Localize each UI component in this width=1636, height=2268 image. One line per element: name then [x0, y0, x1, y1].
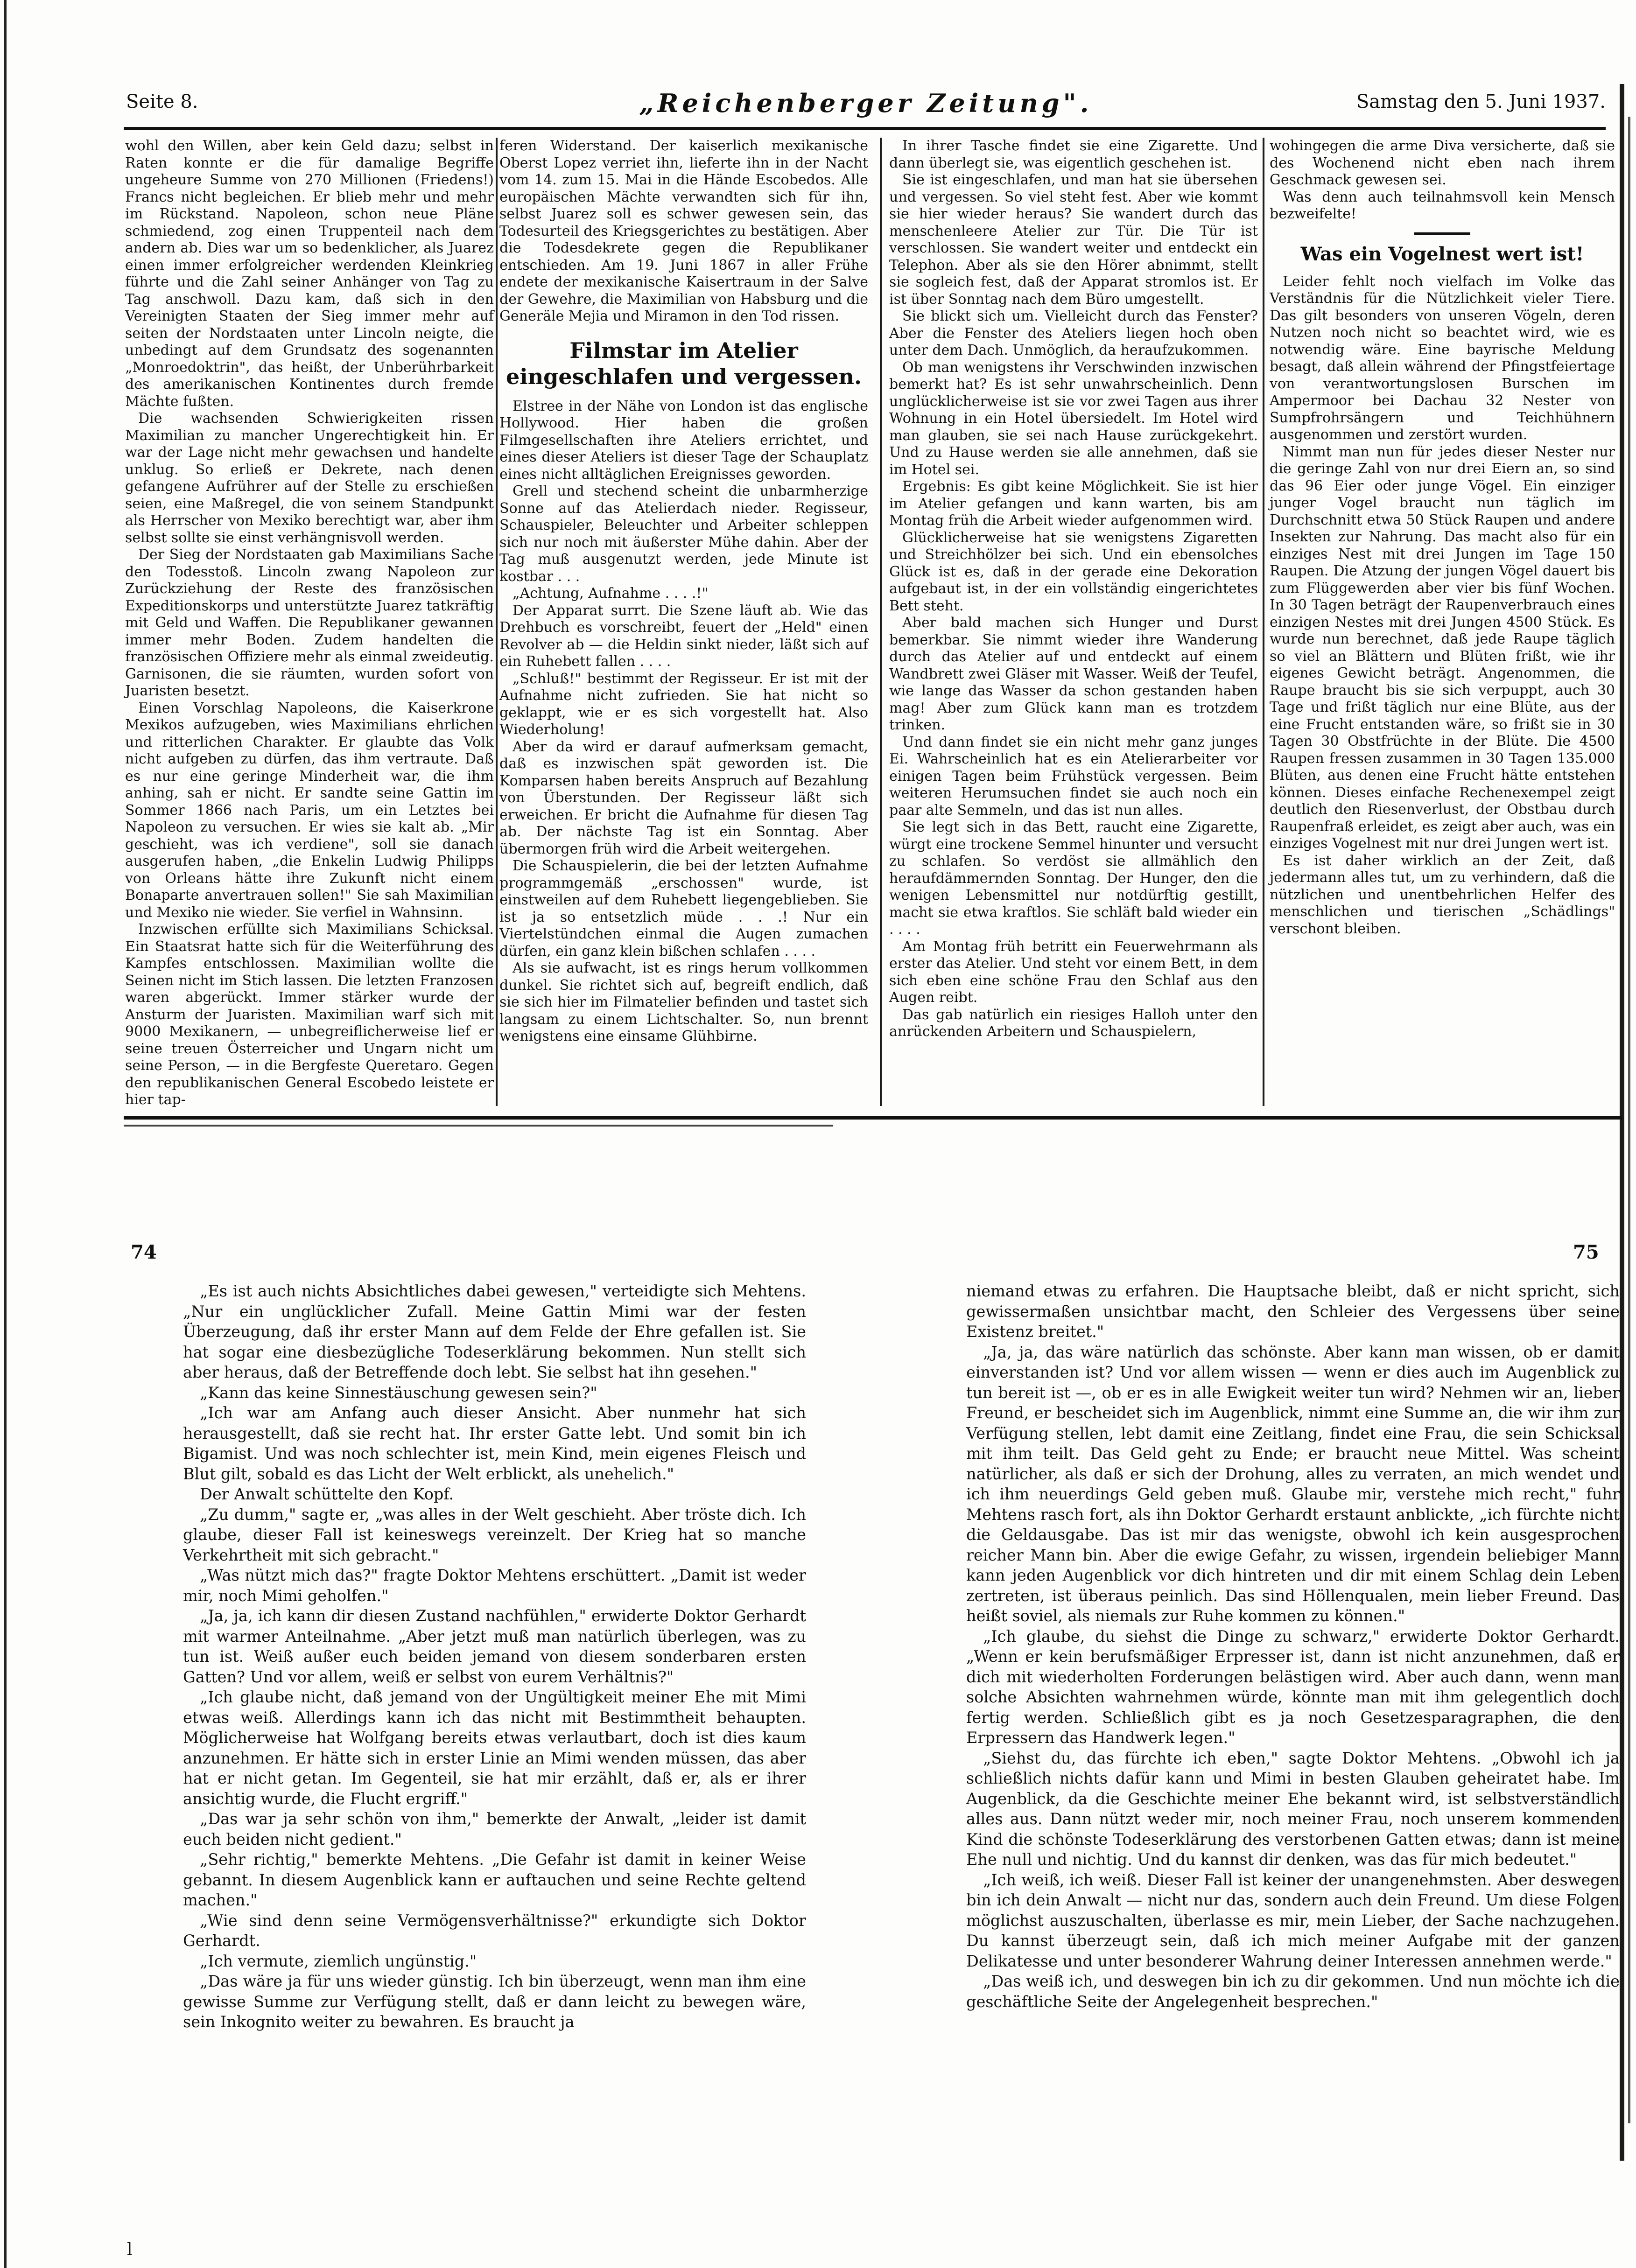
corner-mark: l: [127, 2240, 133, 2259]
paragraph: „Was nützt mich das?" fragte Doktor Mehtens erschüttert. „Damit ist weder mir, noch Mimi geholfen.": [183, 1566, 806, 1605]
paragraph: „Ich glaube nicht, daß jemand von der Ungültigkeit meiner Ehe mit Mimi etwas weiß. Allerdings kann ich das nicht mit Bestimmtheit behaupten. Möglicherweise hat Wolfgang bereits etwas verlautbart, doch ist dies kaum anzunehmen. Er hätte sich in erster Linie an Mimi wenden müssen, das aber hat er nicht getan. Im Gegenteil, sie hat mir erzählt, daß er, als er ihrer ansichtig wurde, die Flucht ergriff.": [183, 1688, 806, 1808]
paragraph: Aber bald machen sich Hunger und Durst bemerkbar. Sie nimmt wieder ihre Wanderung durch das Atelier auf und entdeckt auf einem Wandbrett zwei Gläser mit Wasser. Weiß der Teufel, wie lange das Wasser da schon gestanden haben mag! Aber zum Glück kann man es trotzdem trinken.: [889, 615, 1258, 733]
article-headline-vogelnest: Was ein Vogelnest wert ist!: [1300, 243, 1584, 265]
paragraph: Inzwischen erfüllte sich Maximilians Schicksal. Ein Staatsrat hatte sich für die Weiterführung des Kampfes entschlossen. Maximilian wollte die Seinen nicht im Stich lassen. Die letzten Franzosen waren abgerückt. Immer stärker wurde der Ansturm der Juaristen. Maximilian warf sich mit 9000 Mexikanern, — unbegreiflicherweise lief er seine treuen Österreicher und Ungarn nicht um seine Person, — in die Bergfeste Queretaro. Gegen den republikanischen General Escobedo leistete er hier tap-: [125, 921, 494, 1108]
paragraph: Am Montag früh betritt ein Feuerwehrmann als erster das Atelier. Und steht vor einem Bett, in dem sich eben eine schöne Frau den Schlaf aus den Augen reibt.: [889, 938, 1258, 1006]
paragraph: Ob man wenigstens ihr Verschwinden inzwischen bemerkt hat? Es ist sehr unwahrscheinlich. Denn unglücklicherweise ist sie vor zwei Tagen aus ihrer Wohnung in ein Hotel übersiedelt. Im Hotel wird man glauben, sie sei nach Hause zurückgekehrt. Und zu Hause werden sie alle annehmen, daß sie im Hotel sei.: [889, 359, 1258, 478]
newspaper-bottom-rule-secondary: [124, 1125, 833, 1127]
paragraph: „Schluß!" bestimmt der Regisseur. Er ist mit der Aufnahme nicht zufrieden. Sie hat nicht so geklappt, wie er es sich vorgestellt hat. Also Wiederholung!: [499, 670, 868, 738]
column-rule: [1263, 138, 1264, 1106]
paragraph: niemand etwas zu erfahren. Die Hauptsache bleibt, daß er nicht spricht, sich gewissermaßen unsichtbar macht, den Schleier des Vergessens über seine Existenz breitet.": [966, 1282, 1620, 1341]
paragraph: Die Schauspielerin, die bei der letzten Aufnahme programmgemäß „erschossen" wurde, ist einstweilen auf dem Ruhebett liegengeblieben. Sie ist ja so entsetzlich müde . . .! Nur ein Viertelstündchen einmal die Augen zumachen dürfen, ein ganz klein bißchen schlafen . . . .: [499, 858, 868, 959]
paragraph: „Es ist auch nichts Absichtliches dabei gewesen," verteidigte sich Mehtens. „Nur ein unglücklicher Zufall. Meine Gattin Mimi war der festen Überzeugung, daß ihr erster Mann auf dem Felde der Ehre gefallen ist. Sie hat sogar eine diesbezügliche Todeserklärung bekommen. Nun stellt sich aber heraus, daß der Betreffende doch lebt. Sie selbst hat ihn gesehen.": [183, 1282, 806, 1381]
header-rule: [124, 127, 1606, 130]
paragraph: „Das weiß ich, und deswegen bin ich zu dir gekommen. Und nun möchte ich die geschäftliche Seite der Angelegenheit besprechen.": [966, 1972, 1620, 2011]
page-number-right: 75: [1573, 1241, 1599, 1263]
paragraph: „Kann das keine Sinnestäuschung gewesen sein?": [200, 1383, 597, 1402]
paragraph: „Sehr richtig," bemerkte Mehtens. „Die Gefahr ist damit in keiner Weise gebannt. In diesem Augenblick kann er auftauchen und seine Rechte geltend machen.": [183, 1850, 806, 1909]
paragraph: Leider fehlt noch vielfach im Volke das Verständnis für die Nützlichkeit vieler Tiere. Das gilt besonders von unseren Vögeln, deren Nutzen noch nicht so beachtet wird, wie es notwendig wäre. Eine bayrische Meldung besagt, daß allein während der Pfingstfeiertage von verantwortungslosen Burschen im Ampermoor bei Dachau 32 Nester von Sumpfrohrsängern und Teichhühnern ausgenommen und zerstört wurden.: [1270, 273, 1615, 443]
paragraph: Einen Vorschlag Napoleons, die Kaiserkrone Mexikos aufzugeben, wies Maximilians ehrlichen und ritterlichen Charakter. Er glaubte das Volk nicht aufgeben zu dürfen, das ihm vertraute. Daß es nur eine geringe Minderheit war, die ihm anhing, sah er nicht. Er sandte seine Gattin im Sommer 1866 nach Paris, um ein Letztes bei Napoleon zu versuchen. Er wies sie kalt ab. „Mir geschieht, was ich verdiene", soll sie danach ausgerufen haben, „die Enkelin Ludwig Philipps von Orleans hätte ihre Zukunft nicht einem Bonaparte anvertrauen sollen!" Sie sah Maximilian und Mexiko nie wieder. Sie verfiel in Wahnsinn.: [125, 700, 494, 921]
newspaper-column-2: [499, 138, 868, 1099]
paragraph: wohl den Willen, aber kein Geld dazu; selbst in Raten konnte er die für damalige Begriffe ungeheure Summe von 270 Millionen (Friedens!) Francs nicht begleichen. Er blieb mehr und mehr im Rückstand. Napoleon, schon neue Pläne schmiedend, zog einen Truppenteil nach dem andern ab. Dies war um so bedenklicher, als Juarez einen immer erfolgreicher werdenden Kleinkrieg führte und die Zahl seiner Anhänger von Tag zu Tag anschwoll. Dazu kam, daß sich in den Vereinigten Staaten der Sieg immer mehr auf seiten der Nordstaaten unter Lincoln neigte, die unbedingt auf dem Grundsatz des sogenannten „Monroedoktrin", das heißt, der Unberührbarkeit des amerikanischen Kontinentes durch fremde Mächte fußten.: [125, 138, 494, 410]
paragraph: „Ich vermute, ziemlich ungünstig.": [200, 1952, 477, 1970]
paragraph: Der Apparat surrt. Die Szene läuft ab. Wie das Drehbuch es vorschreibt, feuert der „Held" einen Revolver ab — die Heldin sinkt nieder, läßt sich auf ein Ruhebett fallen . . . .: [499, 602, 868, 670]
paragraph: „Das war ja sehr schön von ihm," bemerkte der Anwalt, „leider ist damit euch beiden nicht gedient.": [183, 1810, 806, 1848]
newspaper-column-3: [889, 138, 1258, 1099]
paragraph: Nimmt man nun für jedes dieser Nester nur die geringe Zahl von nur drei Eiern an, so sind das 96 Eier oder junge Vögel. Ein einziger junger Vogel braucht nun täglich im Durchschnitt etwa 50 Stück Raupen und andere Insekten zur Nahrung. Das macht also für ein einziges Nest mit drei Jungen im Tage 150 Raupen. Die Atzung der jungen Vögel dauert bis zum Flüggewerden aber vier bis fünf Wochen. In 30 Tagen beträgt der Raupenverbrauch eines einzigen Nestes mit drei Jungen 4500 Stück. Es wurde nun berechnet, daß jede Raupe täglich so viel an Blättern und Blüten frißt, wie ihr eigenes Gewicht beträgt. Angenommen, die Raupe braucht bis sie sich verpuppt, auch 30 Tage und frißt täglich nur eine Blüte, aus der eine Frucht entstanden wäre, so frißt sie in 30 Tagen 30 Obstfrüchte in der Blüte. Die 4500 Raupen fressen zusammen in 30 Tagen 135.000 Blüten, aus denen eine Frucht hätte entstehen können. Dieses einfache Rechenexempel zeigt deutlich den Riesenverlust, der Obstbau durch Raupenfraß erleidet, es zeigt aber auch, was ein einziges Vogelnest mit nur drei Jungen wert ist.: [1270, 443, 1615, 852]
column-rule: [880, 138, 882, 1106]
paragraph: „Ich weiß, ich weiß. Dieser Fall ist keiner der unangenehmsten. Aber deswegen bin ich dein Anwalt — nicht nur das, sondern auch dein Freund. Um diese Folgen möglichst auszuschalten, überlasse es mir, mein Lieber, der Sache nachzugehen. Du kannst überzeugt sein, daß ich mich meiner Aufgabe mit der ganzen Delikatesse und unter besonderer Wahrung deiner Interessen annehmen werde.": [966, 1870, 1620, 1970]
article-separator: [1414, 232, 1470, 235]
article-headline-filmstar: Filmstar im Atelier eingeschlafen und vergessen.: [506, 337, 862, 389]
scan-edge-right: [1620, 84, 1624, 2161]
paragraph: Als sie aufwacht, ist es rings herum vollkommen dunkel. Sie richtet sich auf, begreift endlich, daß sie sich hier im Filmatelier befinden und tastet sich langsam zu einem Lichtschalter. So, nun brennt wenigstens eine einsame Glühbirne.: [499, 960, 868, 1044]
newspaper-header: [126, 88, 1606, 124]
issue-date: Samstag den 5. Juni 1937.: [1356, 91, 1606, 112]
paragraph: „Ich glaube, du siehst die Dinge zu schwarz," erwiderte Doktor Gerhardt. „Wenn er kein berufsmäßiger Erpresser ist, dann ist nicht anzunehmen, daß er dich mit wiederholten Forderungen belästigen wird. Aber auch dann, wenn man solche Absichten wahrnehmen würde, könnte man mit ihm gelegentlich doch fertig werden. Schließlich gibt es ja noch Gesetzesparagraphen, die den Erpressern das Handwerk legen.": [966, 1627, 1620, 1747]
paragraph: „Siehst du, das fürchte ich eben," sagte Doktor Mehtens. „Obwohl ich ja schließlich nichts dafür kann und Mimi in besten Glauben geheiratet habe. Im Augenblick, da die Geschichte meiner Ehe bekannt wird, ist selbstverständlich alles aus. Dann nützt weder mir, noch meiner Frau, noch unserem kommenden Kind die schönste Todeserklärung des verstorbenen Gatten etwas; dann ist meine Ehe null und nichtig. Und du kannst dir denken, was das für mich bedeutet.": [966, 1749, 1620, 1869]
paragraph: „Ja, ja, das wäre natürlich das schönste. Aber kann man wissen, ob er damit einverstanden ist? Und vor allem wissen — wenn er dies auch im Augenblick zu tun bereit ist —, ob er es in alle Ewigkeit weiter tun wird? Nehmen wir an, lieber Freund, er bescheidet sich im Augenblick, nimmt eine Summe an, die wir ihm zur Verfügung stellen, lebt damit eine Zeitlang, findet eine Frau, die sein Schicksal mit ihm teilt. Das Geld geht zu Ende; er braucht neue Mittel. Was scheint natürlicher, als daß er sich der Drohung, alles zu verraten, an mich wendet und ich ihm neuerdings Geld geben muß. Glaube mir, verstehe mich recht," fuhr Mehtens rasch fort, als ihn Doktor Gerhardt erstaunt anblickte, „ich fürchte nicht die Geldausgabe. Das ist mir das wenigste, obwohl ich kein ausgesprochen reicher Mann bin. Aber die ewige Gefahr, zu wissen, irgendein beliebiger Mann kann jeden Augenblick vor dich hintreten und dir mit einem Schlag dein Leben zertreten, ist überaus peinlich. Das sind Höllenqualen, mein lieber Freund. Das heißt soviel, als niemals zur Ruhe kommen zu können.": [966, 1343, 1620, 1625]
paragraph: Das gab natürlich ein riesiges Halloh unter den anrückenden Arbeitern und Schauspielern,: [889, 1006, 1258, 1040]
paragraph: Sie blickt sich um. Vielleicht durch das Fenster? Aber die Fenster des Ateliers liegen hoch oben unter dem Dach. Unmöglich, da heraufzukommen.: [889, 308, 1258, 358]
paragraph: Was denn auch teilnahmsvoll kein Mensch bezweifelte!: [1270, 189, 1615, 222]
paragraph: Elstree in der Nähe von London ist das englische Hollywood. Hier haben die großen Filmgesellschaften ihre Ateliers errichtet, und eines dieser Ateliers ist dieser Tage der Schauplatz eines nicht alltäglichen Ereignisses geworden.: [499, 398, 868, 483]
paragraph: „Ja, ja, ich kann dir diesen Zustand nachfühlen," erwiderte Doktor Gerhardt mit warmer Anteilnahme. „Aber jetzt muß man natürlich überlegen, was zu tun ist. Weiß außer euch beiden jemand von diesem sonderbaren ersten Gatten? Und vor allem, weiß er selbst von eurem Verhältnis?": [183, 1607, 806, 1686]
paragraph: „Achtung, Aufnahme . . . .!": [513, 585, 709, 602]
page-label: Seite 8.: [126, 91, 198, 112]
masthead: „Reichenberger Zeitung".: [639, 88, 1093, 118]
column-rule: [496, 138, 498, 1106]
paragraph: Der Sieg der Nordstaaten gab Maximilians Sache den Todesstoß. Lincoln zwang Napoleon zur Zurückziehung der Reste des französischen Expeditionskorps und unterstützte Juarez tatkräftig mit Geld und Waffen. Die Republikaner gewannen immer mehr Boden. Zudem handelten die französischen Offiziere mehr als einmal zweideutig. Garnisonen, die sie räumten, wurden sofort von Juaristen besetzt.: [125, 546, 494, 699]
scan-edge-left: [4, 0, 7, 2268]
paragraph: In ihrer Tasche findet sie eine Zigarette. Und dann überlegt sie, was eigentlich geschehen ist.: [889, 138, 1258, 171]
paragraph: Ergebnis: Es gibt keine Möglichkeit. Sie ist hier im Atelier gefangen und kann warten, bis am Montag früh die Arbeit wieder aufgenommen wird.: [889, 478, 1258, 529]
newspaper-bottom-rule: [124, 1116, 1622, 1120]
paragraph: Sie ist eingeschlafen, und man hat sie übersehen und vergessen. So viel steht fest. Aber wie kommt sie hier wieder heraus? Sie wandert durch das menschenleere Atelier zur Tür. Die Tür ist verschlossen. Sie wandert weiter und entdeckt ein Telephon. Aber als sie den Hörer abnimmt, stellt sie sogleich fest, daß der Apparat stromlos ist. Er ist über Sonntag nach dem Büro umgestellt.: [889, 172, 1258, 308]
paragraph: Grell und stechend scheint die unbarmherzige Sonne auf das Atelierdach nieder. Regisseur, Schauspieler, Beleuchter und Arbeiter schleppen sich nur noch mit äußerster Mühe dahin. Aber der Tag muß ausgenutzt werden, jede Minute ist kostbar . . .: [499, 483, 868, 585]
book-page-right: [966, 1281, 1620, 2158]
paragraph: wohingegen die arme Diva versicherte, daß sie des Wochenend nicht eben nach ihrem Geschmack gewesen sei.: [1270, 138, 1615, 188]
paragraph: Und dann findet sie ein nicht mehr ganz junges Ei. Wahrscheinlich hat es ein Atelierarbeiter vor einigen Tagen beim Frühstück vergessen. Beim weiteren Herumsuchen findet sie auch noch ein paar alte Semmeln, und das ist nun alles.: [889, 734, 1258, 819]
paragraph: „Ich war am Anfang auch dieser Ansicht. Aber nunmehr hat sich herausgestellt, daß sie recht hat. Ihr erster Gatte lebt. Und somit bin ich Bigamist. Und was noch schlechter ist, mein Kind, mein eigenes Fleisch und Blut gilt, sobald es das Licht der Welt erblickt, als unehelich.": [183, 1404, 806, 1483]
paragraph: Aber da wird er darauf aufmerksam gemacht, daß es inzwischen spät geworden ist. Die Komparsen haben bereits Anspruch auf Bezahlung von Überstunden. Der Regisseur läßt sich erweichen. Er bricht die Aufnahme für diesen Tag ab. Der nächste Tag ist ein Sonntag. Aber übermorgen früh wird die Arbeit weitergehen.: [499, 738, 868, 857]
paragraph: Sie legt sich in das Bett, raucht eine Zigarette, würgt eine trockene Semmel hinunter und versucht zu schlafen. So verdöst sie allmählich den heraufdämmernden Sonntag. Der Hunger, den die wenigen Lebensmittel nur notdürftig gestillt, macht sie etwa kraftlos. Sie schläft bald wieder ein . . . .: [889, 819, 1258, 938]
paragraph: „Das wäre ja für uns wieder günstig. Ich bin überzeugt, wenn man ihm eine gewisse Summe zur Verfügung stellt, daß er dann leicht zu bewegen wäre, sein Inkognito weiter zu bewahren. Es braucht ja: [183, 1972, 806, 2031]
page-number-left: 74: [131, 1241, 157, 1263]
paragraph: „Zu dumm," sagte er, „was alles in der Welt geschieht. Aber tröste dich. Ich glaube, dieser Fall ist keineswegs vereinzelt. Der Krieg hat so manche Verkehrtheit mit sich gebracht.": [183, 1505, 806, 1564]
scan-edge-right-inner: [1628, 117, 1630, 2123]
newspaper-column-1: [125, 138, 494, 1108]
book-page-left: [183, 1281, 806, 2158]
paragraph: feren Widerstand. Der kaiserlich mexikanische Oberst Lopez verriet ihn, lieferte ihn in der Nacht vom 14. zum 15. Mai in die Hände Escobedos. Alle europäischen Mächte verwandten sich für ihn, selbst Juarez soll es schwer gewesen sein, das Todesurteil des Kriegsgerichtes zu bestätigen. Aber die Todesdekrete gegen die Republikaner entschieden. Am 19. Juni 1867 in aller Frühe endete der mexikanische Kaisertraum in der Salve der Gewehre, die Maximilian von Habsburg und die Generäle Mejia und Miramon in den Tod rissen.: [499, 138, 868, 324]
paragraph: Die wachsenden Schwierigkeiten rissen Maximilian zu mancher Ungerechtigkeit hin. Er war der Lage nicht mehr gewachsen und handelte unklug. So erließ er Dekrete, nach denen gefangene Aufrührer auf der Stelle zu erschießen seien, eine Maßregel, die von seinem Standpunkt als Herrscher von Mexiko berechtigt war, aber ihm selbst sollte sie einst verhängnisvoll werden.: [125, 410, 494, 546]
paragraph: Glücklicherweise hat sie wenigstens Zigaretten und Streichhölzer bei sich. Und ein ebensolches Glück ist es, daß in der gerade eine Dekoration aufgebaut ist, in der ein vollständig eingerichtetes Bett steht.: [889, 529, 1258, 614]
newspaper-column-4: [1270, 138, 1615, 1099]
paragraph: „Wie sind denn seine Vermögensverhältnisse?" erkundigte sich Doktor Gerhardt.: [183, 1911, 806, 1950]
paragraph: Es ist daher wirklich an der Zeit, daß jedermann alles tut, um zu verhindern, daß die nützlichen und unentbehrlichen Helfer des menschlichen und tierischen „Schädlings" verschont bleiben.: [1270, 852, 1615, 937]
paragraph: Der Anwalt schüttelte den Kopf.: [200, 1485, 454, 1503]
